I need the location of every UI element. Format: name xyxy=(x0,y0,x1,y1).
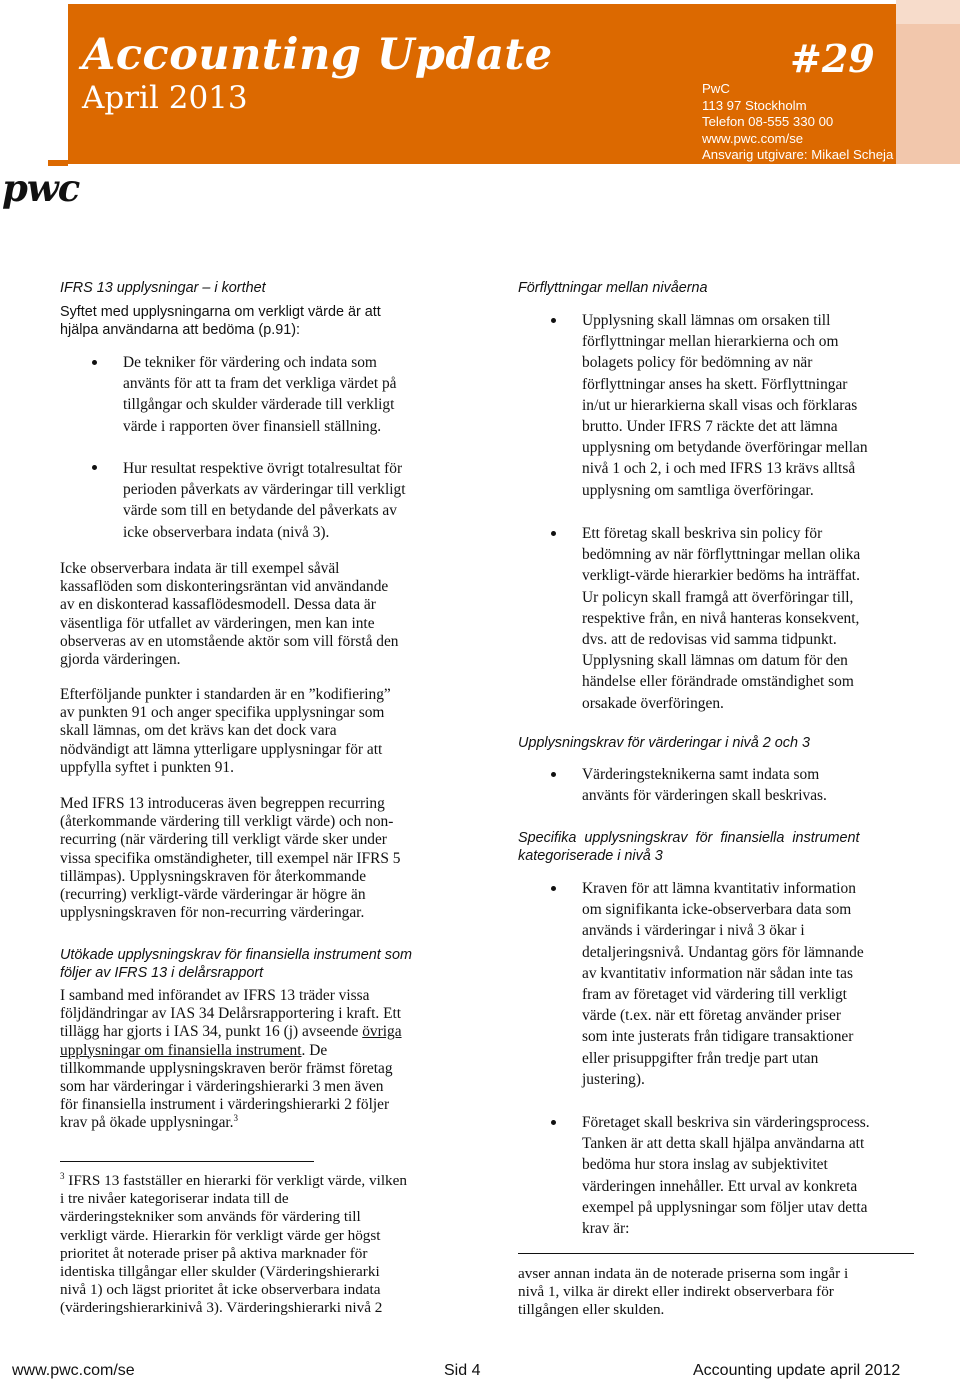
bullet-icon xyxy=(92,465,97,470)
publisher-info xyxy=(702,81,893,164)
paragraph-unobservable-inputs: Icke observerbara indata är till exempel såväl kassaflöden som diskonteringsräntan vid användande av en diskonterad kassaflödesmodell. Dessa data är väsentliga för utfallet av värderingen, men kan inte observeras av en utomstående aktör som vill förstå den gjorda värderingen. xyxy=(60,560,399,668)
list-item: Upplysning skall lämnas om orsaken till förflyttningar mellan hierarkierna och om bolagets policy för bedömning av när förflyttningar anses ha skett. Förflyttningar in/ut ur hierarkierna skall visas och förklaras brutto. Under IFRS 7 räckte det att lämna upplysning om betydande överföringar mellan nivå 1 och 2, i och med IFRS 13 krävs alltså upplysning om samtliga överföringar. xyxy=(582,312,868,499)
list-item: De tekniker för värdering och indata som använts för att ta fram det verkliga värdet på tillgångar och skulder värderade till verkligt värde i rapporten över finansiell ställning. xyxy=(123,354,397,435)
bullet-icon xyxy=(551,886,556,891)
paragraph-codification: Efterföljande punkter i standarden är en ”kodifiering” av punkten 91 och anger specifika upplysningar som skall lämnas, om det krävs kan det dock vara nödvändigt att lämna ytterligare upplysningar för att uppfylla syftet i punkten 91. xyxy=(60,686,391,776)
bullet-icon xyxy=(551,531,556,536)
paragraph-recurring: Med IFRS 13 introduceras även begreppen recurring (återkommande värdering till verkligt värde) och non- recurring (när värdering till verkligt värde sker under vissa specifika omständigheter, till exempel när IFRS 5 tillämpas). Upplysningskraven för återkommande (recurring) verkligt-värde värderingar är högre än upplysningskraven för non-recurring värderingar. xyxy=(60,795,401,922)
bullet-icon xyxy=(551,318,556,323)
footnote-separator xyxy=(518,1253,914,1254)
intro-paragraph: Syftet med upplysningarna om verkligt värde är att hjälpa användarna att bedöma (p.91): xyxy=(60,304,381,339)
footnote-3: $^3$ IFRS 13 fastställer en hierarki för verkligt värde, vilken i tre nivåer kategoriserar indata till de värderingstekniker som används för värdering till verkligt värde. Hierarkin för verkligt värde ger högst prioritet åt noterade priser på aktiva marknader för identiska tillgångar eller skulder (Värderingshierarki nivå 1) och lägst prioritet åt icke observerbara indata (värderingshierarkinivå 3). Värderingshierarki nivå 2 xyxy=(60,1170,407,1317)
footnote-separator xyxy=(60,1161,314,1162)
newsletter-date: April 2013 xyxy=(82,80,248,116)
footer-page-number: Sid 4 xyxy=(444,1362,481,1379)
list-item: Ett företag skall beskriva sin policy för bedömning av när förflyttningar mellan olika verkligt-värde hierarkier bedöms ha inträffat. Ur policyn skall framgå att överföringar till, respektive från, en nivå hanteras konsekvent, dvs. att de redovisas vid samma tidpunkt. Upplysning skall lämnas om datum för den händelse eller förändrade omständighet som orsakade överföringen. xyxy=(582,525,861,712)
section-heading-ifrs13: IFRS 13 upplysningar – i korthet xyxy=(60,280,266,296)
pwc-logo: pwc xyxy=(2,166,80,210)
bullet-icon xyxy=(551,1120,556,1125)
issue-number: #29 xyxy=(790,36,875,81)
section-heading-level23: Upplysningskrav för värderingar i nivå 2 och 3 xyxy=(518,735,810,751)
link-finansiella-instrument[interactable]: upplysningar om finansiella instrument xyxy=(60,1041,302,1059)
footnote-ref[interactable]: 3 xyxy=(233,1113,239,1124)
footnote-number: 3 xyxy=(60,1170,65,1181)
section-heading-interim: Utökade upplysningskrav för finansiella instrument som följer av IFRS 13 i delårsrapport xyxy=(60,947,412,981)
list-item: Kraven för att lämna kvantitativ information om signifikanta icke-observerbara data som används i värderingar i nivå 3 ökar i detaljeringsnivå. Undantag görs för lämnande av kvantitativ information när sådan inte tas fram av företaget vid värdering till verkligt värde (t.ex. när ett företag använder priser som inte justerats från tidigare transaktioner eller prisuppgifter från tredje part utan justering). xyxy=(582,880,864,1088)
list-item: Värderingsteknikerna samt indata som använts för värderingen skall beskrivas. xyxy=(582,766,827,805)
publisher-web[interactable]: www.pwc.com/se xyxy=(702,130,804,146)
publisher-address: 113 97 Stockholm xyxy=(702,97,807,113)
publisher-phone: Telefon 08-555 330 00 xyxy=(702,114,834,130)
publisher-editor: Ansvarig utgivare: Mikael Scheja xyxy=(702,147,894,163)
bullet-icon xyxy=(551,772,556,777)
newsletter-title: Accounting Update xyxy=(82,30,553,80)
header-accent-top xyxy=(896,0,960,24)
paragraph-ias34: I samband med införandet av IFRS 13 träder vissa följdändringar av IAS 34 Delårsrapportering i kraft. Ett tillägg har gjorts i IAS 34, punkt 16 (j) avseende övriga upplysningar om finansiella instrument. De tillkommande upplysningskraven berör främst företag som har värderingar i värderingshierarki 3 men även för finansiella instrument i värderingshierarki 2 följer krav på ökade upplysningar.$^3$ xyxy=(60,987,402,1132)
footnote-continuation: avser annan indata än de noterade priserna som ingår i nivå 1, vilka är direkt eller indirekt observerbara för tillgången eller skulden. xyxy=(518,1265,849,1319)
publisher-company: PwC xyxy=(702,81,730,96)
list-item: Företaget skall beskriva sin värderingsprocess. Tanken är att detta skall hjälpa användarna att bedöma hur stora inslag av subjektivitet värderingen innehåller. Ett urval av konkreta exempel på upplysningar som följer utav detta krav är: xyxy=(582,1114,870,1237)
section-heading-level3: Specifika upplysningskrav för finansiella instrument kategoriserade i nivå 3 xyxy=(518,830,860,864)
footer-publication: Accounting update april 2012 xyxy=(693,1362,901,1379)
section-heading-transfers: Förflyttningar mellan nivåerna xyxy=(518,280,708,296)
list-item: Hur resultat respektive övrigt totalresultat för perioden påverkats av värderingar till verkligt värde som till en betydande del påverkats av icke observerbara indata (nivå 3). xyxy=(123,460,406,541)
footer-web-link[interactable]: www.pwc.com/se xyxy=(12,1362,135,1379)
bullet-icon xyxy=(92,360,97,365)
link-ovriga-upplysningar[interactable]: övriga xyxy=(362,1023,402,1041)
header-accent-side xyxy=(896,24,960,164)
